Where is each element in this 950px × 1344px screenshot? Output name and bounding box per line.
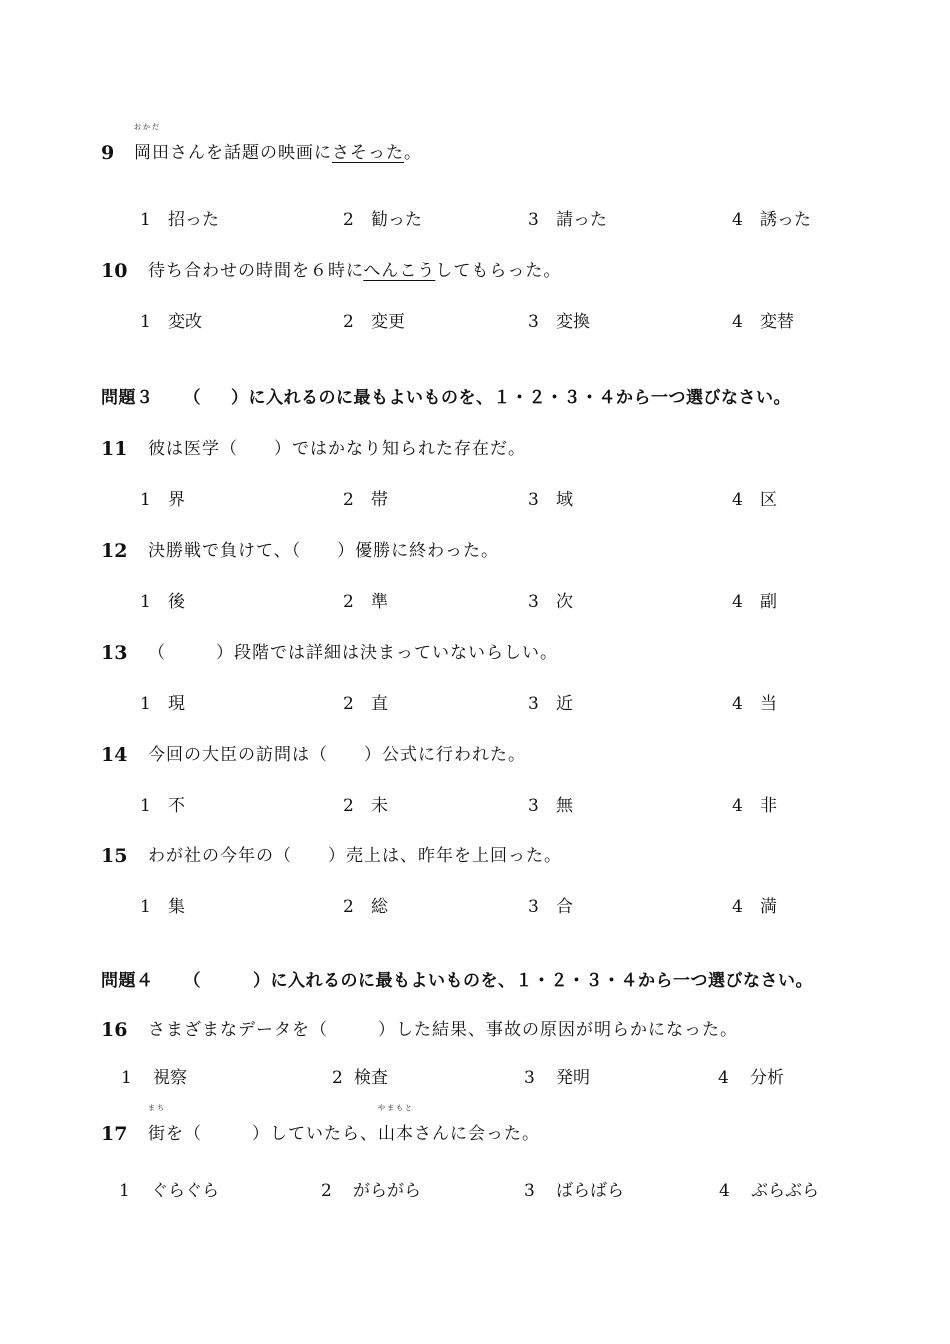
question-16 [0, 1015, 950, 1045]
question-17 [0, 1104, 950, 1149]
options-row [0, 485, 950, 515]
question-text: 待ち合わせの時間を６時にへんこうしてもらった。 [148, 261, 562, 281]
option-2[interactable]: 2 直 [343, 694, 388, 714]
options-row [0, 587, 950, 617]
question-9 [0, 123, 950, 168]
option-4[interactable]: 4 非 [732, 796, 777, 816]
question-text: 彼は医学（ ）ではかなり知られた存在だ。 [148, 439, 526, 459]
question-11 [0, 434, 950, 464]
options-row [0, 205, 950, 235]
underlined-word: へんこう [363, 261, 436, 281]
underlined-word: さそった [332, 143, 404, 163]
option-3[interactable]: 3 変換 [528, 312, 590, 332]
question-number: 9 [101, 142, 115, 164]
options-row [0, 892, 950, 922]
option-2[interactable]: 2 変更 [343, 312, 405, 332]
option-2[interactable]: 2 未 [343, 796, 388, 816]
options-row [0, 689, 950, 719]
question-number: 15 [101, 845, 128, 867]
question-text: さまざまなデータを（ ）した結果、事故の原因が明らかになった。 [148, 1020, 738, 1040]
option-3[interactable]: 3 請った [528, 210, 607, 230]
option-3[interactable]: 3 ばらばら [524, 1181, 624, 1201]
question-text: （ ）段階では詳細は決まっていないらしい。 [148, 643, 558, 663]
option-4[interactable]: 4 満 [732, 897, 777, 917]
option-3[interactable]: 3 次 [528, 592, 573, 612]
option-3[interactable]: 3 近 [528, 694, 573, 714]
question-text: おかだ 岡田さんを話題の映画にさそった。 [134, 138, 422, 168]
option-1[interactable]: 1 現 [140, 694, 185, 714]
option-4[interactable]: 4 当 [732, 694, 777, 714]
section-instruction: 問題４ （ ）に入れるのに最もよいものを、１・２・３・４から一つ選びなさい。 [101, 971, 813, 991]
furigana: まち [148, 1104, 166, 1112]
section-heading-4 [0, 966, 950, 996]
furigana-word: まち 街 [148, 1104, 166, 1144]
option-4[interactable]: 4 変替 [732, 312, 794, 332]
question-number: 11 [101, 438, 128, 460]
furigana: やまもと [378, 1104, 414, 1112]
option-2[interactable]: 2 準 [343, 592, 388, 612]
question-10 [0, 256, 950, 286]
question-15 [0, 841, 950, 871]
option-4[interactable]: 4 区 [732, 490, 777, 510]
option-2[interactable]: 2 総 [343, 897, 388, 917]
option-1[interactable]: 1 変改 [140, 312, 202, 332]
question-number: 10 [101, 260, 128, 282]
options-row [0, 1063, 950, 1093]
question-14 [0, 740, 950, 770]
question-number: 12 [101, 540, 128, 562]
option-4[interactable]: 4 ぶらぶら [719, 1181, 819, 1201]
option-4[interactable]: 4 誘った [732, 210, 811, 230]
question-number: 13 [101, 642, 128, 664]
option-3[interactable]: 3 合 [528, 897, 573, 917]
option-2[interactable]: 2 検査 [332, 1068, 388, 1088]
furigana-word: やまもと 山本 [378, 1104, 414, 1144]
option-1[interactable]: 1 ぐらぐら [119, 1181, 219, 1201]
option-1[interactable]: 1 視察 [121, 1068, 187, 1088]
options-row [0, 307, 950, 337]
option-3[interactable]: 3 無 [528, 796, 573, 816]
option-2[interactable]: 2 帯 [343, 490, 388, 510]
option-2[interactable]: 2 勧った [343, 210, 422, 230]
options-row [0, 791, 950, 821]
option-4[interactable]: 4 副 [732, 592, 777, 612]
option-4[interactable]: 4 分析 [718, 1068, 784, 1088]
furigana: おかだ [134, 123, 161, 131]
furigana-word: おかだ 岡田 [134, 123, 170, 163]
option-3[interactable]: 3 発明 [524, 1068, 590, 1088]
question-number: 17 [101, 1123, 128, 1145]
question-text: 今回の大臣の訪問は（ ）公式に行われた。 [148, 745, 526, 765]
question-text: 決勝戦で負けて、（ ）優勝に終わった。 [148, 541, 500, 561]
question-text: まち 街を（ ）していたら、 やまもと 山本さんに会った。 [148, 1119, 540, 1149]
question-number: 14 [101, 744, 128, 766]
question-text: わが社の今年の（ ）売上は、昨年を上回った。 [148, 846, 562, 866]
option-1[interactable]: 1 集 [140, 897, 185, 917]
option-1[interactable]: 1 招った [140, 210, 219, 230]
section-heading-3 [0, 383, 950, 413]
question-13 [0, 638, 950, 668]
option-1[interactable]: 1 界 [140, 490, 185, 510]
option-1[interactable]: 1 不 [140, 796, 185, 816]
question-12 [0, 536, 950, 566]
question-number: 16 [101, 1019, 128, 1041]
option-2[interactable]: 2 がらがら [321, 1181, 421, 1201]
section-instruction: 問題３ （ ）に入れるのに最もよいものを、１・２・３・４から一つ選びなさい。 [101, 388, 791, 408]
option-3[interactable]: 3 域 [528, 490, 573, 510]
options-row [0, 1176, 950, 1206]
option-1[interactable]: 1 後 [140, 592, 185, 612]
